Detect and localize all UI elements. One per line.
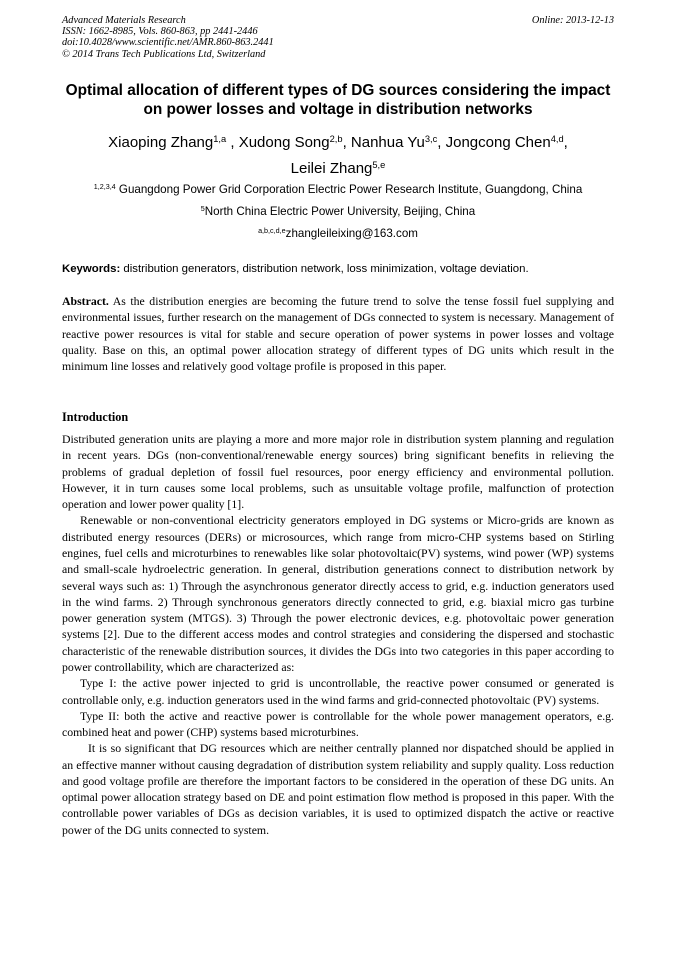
author-name: Leilei Zhang <box>290 160 373 177</box>
journal-header <box>62 15 614 60</box>
email-text: zhangleileixing@163.com <box>285 227 418 240</box>
affiliation-sup: 1,2,3,4 <box>93 182 116 192</box>
author-sup: 5,e <box>372 159 386 170</box>
author-name: Jongcong Chen <box>445 134 551 151</box>
paragraph: Type II: both the active and reactive power is controllable for the whole power management operators, e.g. combined heat and power (CHP) systems based microturbines. <box>62 708 614 740</box>
author-sup: 1,a <box>213 133 227 144</box>
affiliation-sup: 5 <box>200 204 205 214</box>
author-name: Nanhua Yu <box>350 134 425 151</box>
author-sup: 4,d <box>550 133 564 144</box>
author-sup: 3,c <box>424 133 438 144</box>
keywords <box>62 262 614 276</box>
affiliation-email <box>62 227 614 241</box>
affiliation-text: North China Electric Power University, Beijing, China <box>204 205 476 218</box>
author-list: Xiaoping Zhang$^{1,a}$ , Xudong Song$^{2,b}$, Nanhua Yu$^{3,c}$, Jongcong Chen$^{4,d}$, Leilei Zhang$^{5,e}$ <box>108 133 568 177</box>
affiliation-text: Guangdong Power Grid Corporation Electric Power Research Institute, Guangdong, China <box>118 183 583 196</box>
paragraph: Renewable or non-conventional electricity generators employed in DG systems or Micro-grids are known as distributed energy resources (DERs) or microsources, which range from micro-CHP systems based on Stirling engines, fuel cells and microturbines to renewables like solar photovoltaic(PV) systems, wind power (WP) systems and small-scale hydroelectric generation. In general, distribution generations connect to distribution network by several ways such as: 1) Through the asynchronous generator directly access to grid, e.g. induction generators used in the wind farms. 2) Through synchronous generators directly connected to grid, e.g. biaxial micro gas turbine power generation system (MTGS). 3) Through the power electronic devices, e.g. photovoltaic power generation systems [2]. Due to the different access modes and control strategies and considering the dispersed and stochastic characteristic of the renewable distribution sources, it divides the DGs into two categories in this paper according to power controllability, which are characterized as: <box>62 513 614 674</box>
author-name: Xiaoping Zhang <box>108 134 214 151</box>
keywords-label: Keywords: <box>62 263 121 275</box>
introduction-body <box>62 431 614 838</box>
doi-line: doi:10.4028/www.scientific.net/AMR.860-863.2441 <box>62 37 274 49</box>
paper-title: Optimal allocation of different types of DG sources considering the impact on power losses and voltage in distribution networks <box>65 82 611 118</box>
abstract-text: As the distribution energies are becoming the future trend to solve the tense fossil fuel supplying and environmental issues, further research on the management of DGs connected to system is necessary. Management of reactive power resources is vital for stable and secure operation of power systems in power losses and voltage quality. Base on this, an optimal power allocation strategy of different types of DG units which result in the minimum line losses and relatively good voltage profile is proposed in this paper. <box>62 294 614 374</box>
online-date: Online: 2013-12-13 <box>531 15 614 26</box>
abstract <box>62 293 614 374</box>
issn-line: ISSN: 1662-8985, Vols. 860-863, pp 2441-2446 <box>62 26 258 38</box>
paragraph: Type I: the active power injected to grid is uncontrollable, the reactive power consumed or generated is controllable only, e.g. induction generators used in the wind farms and grid-connected photovoltaic (PV) systems. <box>62 676 614 707</box>
author-sup: 2,b <box>329 133 343 144</box>
affiliation-sup: a,b,c,d,e <box>258 226 286 236</box>
copyright-line: © 2014 Trans Tech Publications Ltd, Switzerland <box>62 48 266 60</box>
journal-name: Advanced Materials Research <box>62 15 186 26</box>
keywords-text: distribution generators, distribution network, loss minimization, voltage deviation. <box>123 263 529 275</box>
affiliation-2 <box>62 205 614 219</box>
section-heading-introduction: Introduction <box>62 410 129 424</box>
abstract-label: Abstract. <box>62 294 109 308</box>
paragraph: It is so significant that DG resources which are neither centrally planned nor dispatched should be applied in an effective manner without causing degradation of distribution system reliability and supply quality. Loss reduction and good voltage profile are therefore the important factors to be considered in the operation of these DG units. An optimal power allocation strategy based on DE and point estimation flow method is proposed in this paper. With the controllable power variables of DGs as decision variables, it is used to optimized dispatch the active or reactive power of the DG units connected to system. <box>62 741 614 837</box>
paragraph: Distributed generation units are playing a more and more major role in distribution system planning and regulation in recent years. DGs (non-conventional/renewable energy sources) bring significant benefits in relieving the problems of gradual depletion of fossil fuel resources, poor energy efficiency and environmental pollution. However, it in turn causes some local problems, such as unsuitable voltage profile, malfunction of protection operation and lower power quality [1]. <box>62 432 614 512</box>
affiliation-1 <box>62 183 614 197</box>
author-name: Xudong Song <box>238 134 330 151</box>
